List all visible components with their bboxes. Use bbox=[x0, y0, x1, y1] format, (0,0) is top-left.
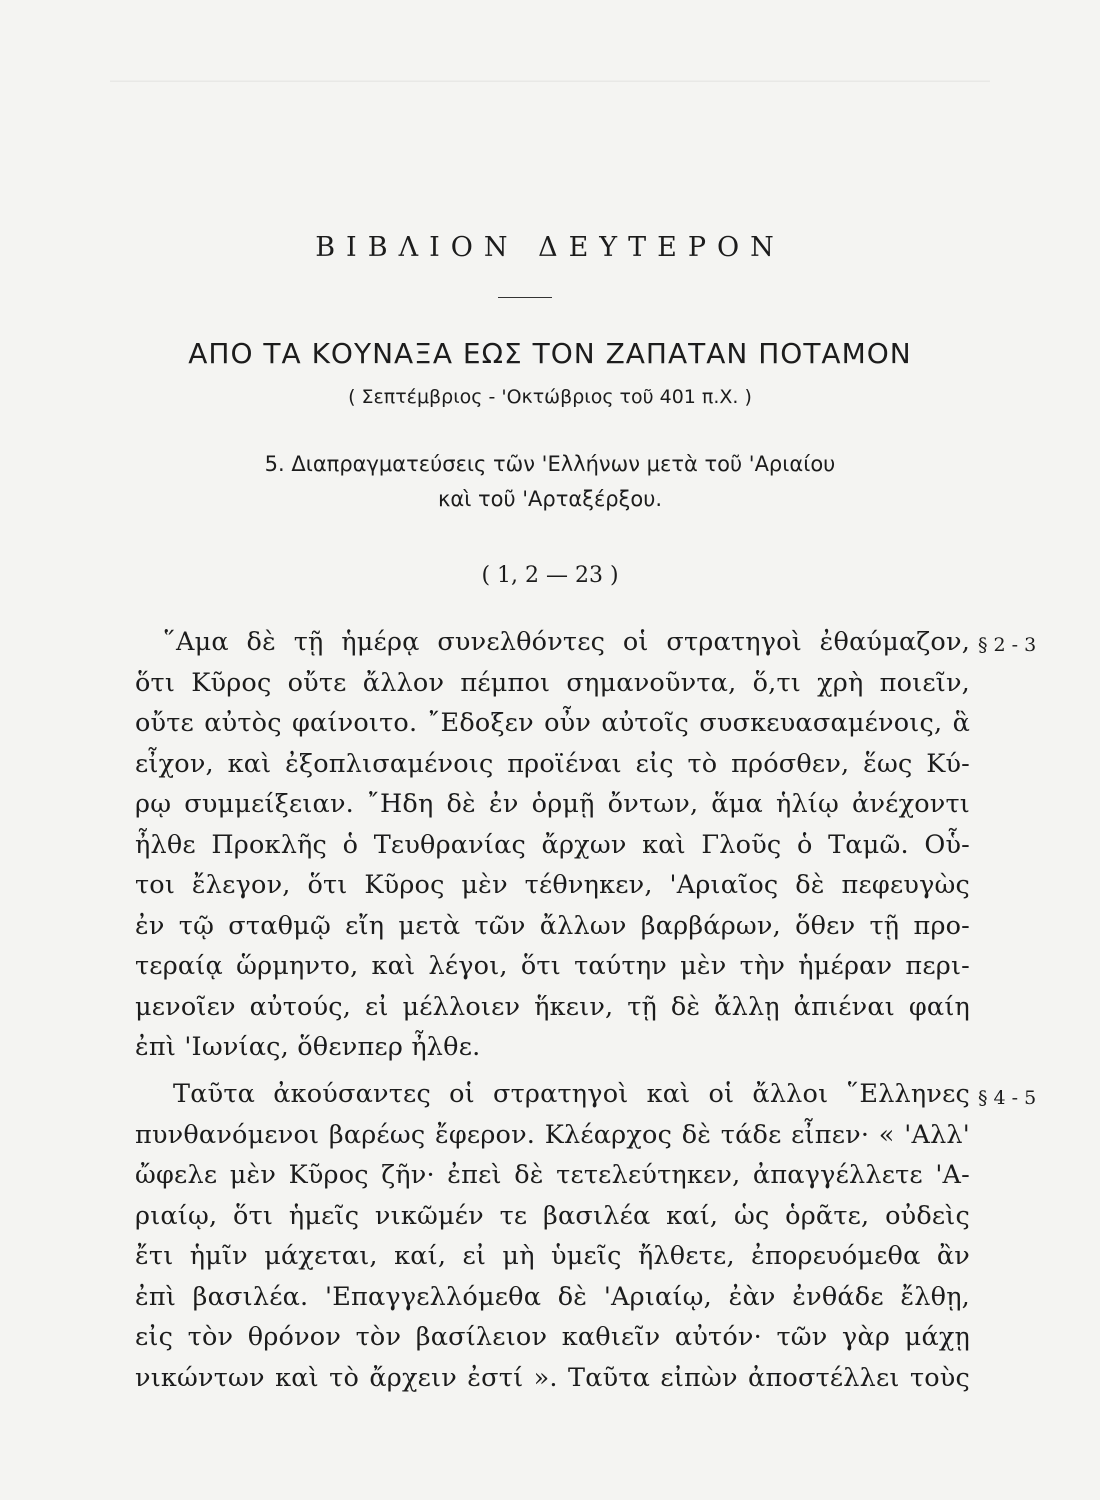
text-line: ἐπὶ 'Ιωνίας, ὅθενπερ ἦλθε. bbox=[135, 1032, 481, 1062]
text-line: ἐν τῷ σταθμῷ εἴη μετὰ τῶν ἄλλων βαρβάρων, ὅθεν τῇ προ- bbox=[135, 910, 970, 941]
text-line: οὔτε αὐτὸς φαίνοιτο. ῎Εδοξεν οὖν αὐτοῖς συσκευασαμένοις, ἃ bbox=[135, 708, 970, 738]
section-title: ΑΠΟ ΤΑ ΚΟΥΝΑΞΑ ΕΩΣ ΤΟΝ ΖΑΠΑΤΑΝ ΠΟΤΑΜΟΝ bbox=[188, 337, 912, 370]
text-line: ἦλθε Προκλῆς ὁ Τευθρανίας ἄρχων καὶ Γλοῦς ὁ Ταμῶ. Οὗ- bbox=[135, 829, 970, 860]
book-title: ΒΙΒΛΙΟΝ ΔΕΥΤΕΡΟΝ bbox=[315, 232, 785, 263]
margin-note-section-2-3: § 2 - 3 bbox=[978, 634, 1037, 656]
text-line: ὤφελε μὲν Κῦρος ζῆν· ἐπεὶ δὲ τετελεύτηκεν, ἀπαγγέλλετε 'Α- bbox=[135, 1160, 970, 1190]
text-line: ριαίῳ, ὅτι ἡμεῖς νικῶμέν τε βασιλέα καί, ὡς ὁρᾶτε, οὐδεὶς bbox=[135, 1200, 970, 1231]
text-line: πυνθανόμενοι βαρέως ἔφερον. Κλέαρχος δὲ τάδε εἶπεν· « 'Αλλ' bbox=[135, 1119, 970, 1150]
text-line: τεραίᾳ ὥρμηντο, καὶ λέγοι, ὅτι ταύτην μὲν τὴν ἡμέραν περι- bbox=[135, 951, 970, 981]
text-line: ἔτι ἡμῖν μάχεται, καί, εἰ μὴ ὑμεῖς ἤλθετε, ἐπορευόμεθα ἂν bbox=[135, 1241, 970, 1271]
text-line: εἶχον, καὶ ἐξοπλισαμένοις προϊέναι εἰς τὸ πρόσθεν, ἕως Κύ- bbox=[135, 748, 970, 779]
chapter-heading-line-2: καὶ τοῦ 'Αρταξέρξου. bbox=[437, 487, 663, 511]
title-divider bbox=[498, 297, 552, 298]
text-line: Ταῦτα ἀκούσαντες οἱ στρατηγοὶ καὶ οἱ ἄλλοι ῞Ελληνες bbox=[173, 1079, 970, 1109]
text-line: μενοῖεν αὐτούς, εἰ μέλλοιεν ἥκειν, τῇ δὲ ἄλλῃ ἀπιέναι φαίη bbox=[135, 991, 970, 1022]
bleed-through-header bbox=[110, 60, 990, 94]
section-dates: ( Σεπτέμβριος - 'Οκτώβριος τοῦ 401 π.Χ. ) bbox=[348, 386, 752, 408]
margin-note-section-4-5: § 4 - 5 bbox=[978, 1087, 1037, 1109]
text-line: ρῳ συμμείξειαν. ῎Ηδη δὲ ἐν ὁρμῇ ὄντων, ἅμα ἡλίῳ ἀνέχοντι bbox=[135, 789, 970, 819]
text-line: ὅτι Κῦρος οὔτε ἄλλον πέμποι σημανοῦντα, ὅ,τι χρὴ ποιεῖν, bbox=[135, 667, 970, 698]
passage-reference: ( 1, 2 — 23 ) bbox=[481, 563, 619, 588]
chapter-heading-line-1: 5. Διαπραγματεύσεις τῶν 'Ελλήνων μετὰ τοῦ 'Αριαίου bbox=[264, 452, 836, 476]
text-line: τοι ἔλεγον, ὅτι Κῦρος μὲν τέθνηκεν, 'Αριαῖος δὲ πεφευγὼς bbox=[135, 870, 970, 900]
text-line: εἰς τὸν θρόνον τὸν βασίλειον καθιεῖν αὐτόν· τῶν γὰρ μάχῃ bbox=[135, 1322, 970, 1352]
paragraph-2 bbox=[135, 1074, 970, 1398]
chapter-heading bbox=[160, 447, 940, 517]
text-line: ἐπὶ βασιλέα. 'Επαγγελλόμεθα δὲ 'Αριαίῳ, ἐὰν ἐνθάδε ἔλθῃ, bbox=[135, 1281, 970, 1312]
text-line: ῞Αμα δὲ τῇ ἡμέρᾳ συνελθόντες οἱ στρατηγοὶ ἐθαύμαζον, bbox=[163, 627, 970, 657]
paragraph-1 bbox=[135, 622, 970, 1068]
text-line: νικώντων καὶ τὸ ἄρχειν ἐστί ». Ταῦτα εἰπὼν ἀποστέλλει τοὺς bbox=[135, 1362, 970, 1393]
